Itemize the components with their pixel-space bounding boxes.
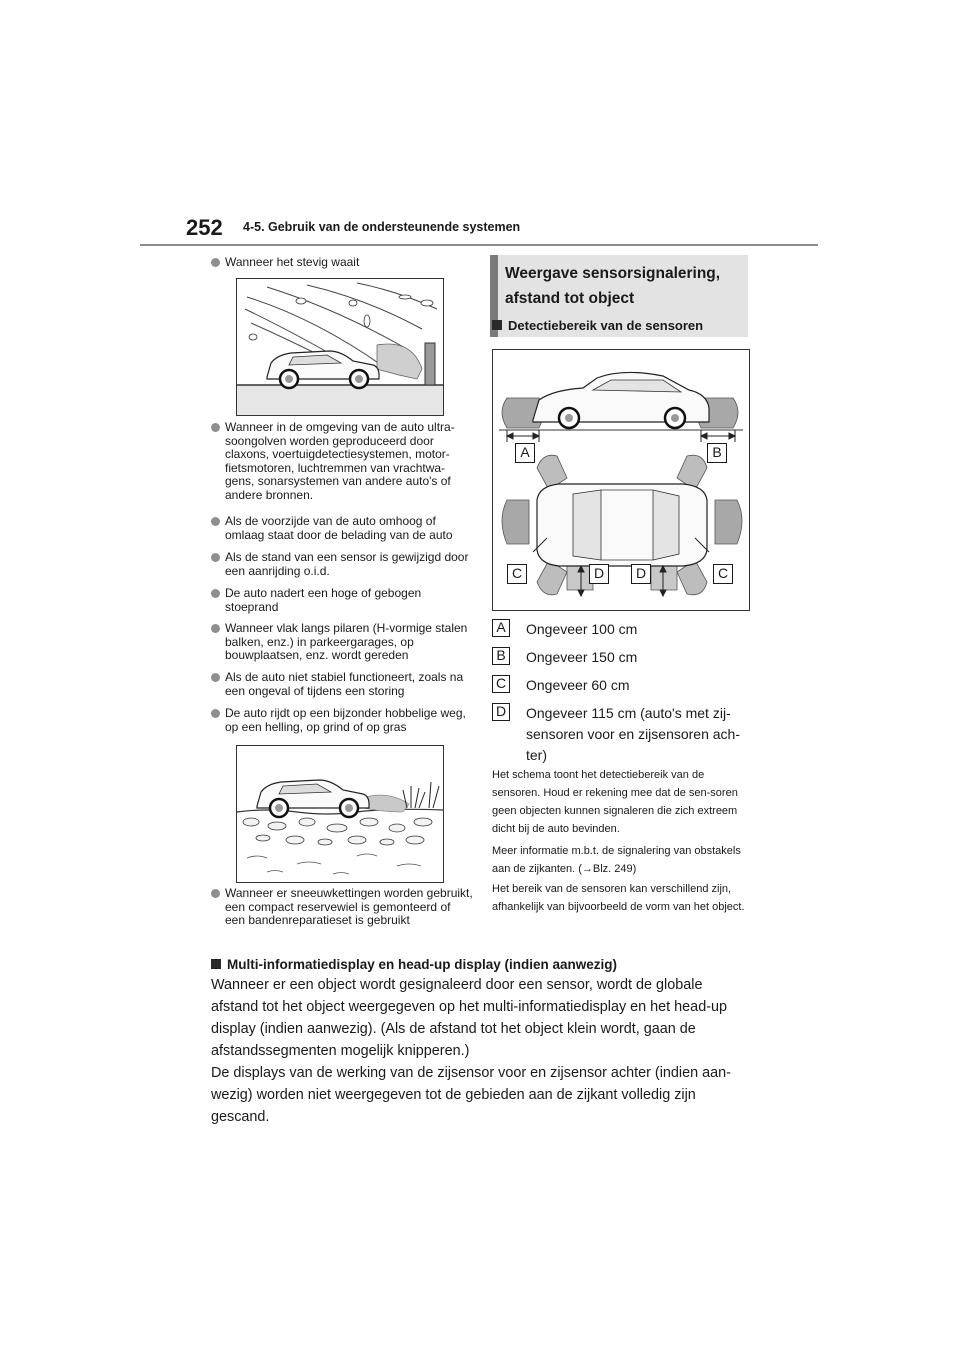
legend-letter: C bbox=[492, 675, 510, 693]
square-bullet-icon bbox=[211, 959, 221, 969]
bullet-item bbox=[211, 551, 473, 578]
note-paragraph: Meer informatie m.b.t. de signalering van obstakels aan de zijkanten. (→Blz. 249) bbox=[492, 845, 741, 875]
page-number: 252 bbox=[186, 215, 223, 240]
bullet-text: Als de auto niet stabiel functioneert, zoals na een ongeval of tijdens een storing bbox=[225, 670, 464, 698]
legend-item bbox=[492, 619, 752, 640]
bullet-text: De auto rijdt op een bijzonder hobbelige weg, op een helling, op grind of op gras bbox=[225, 706, 466, 734]
bullet-item bbox=[211, 671, 473, 698]
bullet-dot-icon bbox=[211, 889, 220, 898]
bullet-dot-icon bbox=[211, 589, 220, 598]
legend-item bbox=[492, 647, 752, 668]
bottom-subheading bbox=[211, 957, 617, 972]
legend-letter: A bbox=[492, 619, 510, 637]
bullet-text: Wanneer in de omgeving van de auto ultra-soongolven worden geproduceerd door claxons, voertuigdetectiesystemen, motor-fietsmotoren, luchtremmen van vrachtwa-gens, sonarsystemen van andere auto's of andere bronnen. bbox=[225, 420, 455, 502]
bullet-item bbox=[211, 887, 473, 928]
note-paragraph: Het bereik van de sensoren kan verschillend zijn, afhankelijk van bijvoorbeeld de vorm van het object. bbox=[492, 883, 745, 913]
bullet-text: Wanneer er sneeuwkettingen worden gebruikt, een compact reservewiel is gemonteerd of een bandenreparatieset is gebruikt bbox=[225, 886, 473, 928]
sensor-range-diagram bbox=[492, 349, 750, 611]
legend-letter: B bbox=[492, 647, 510, 665]
bullet-dot-icon bbox=[211, 258, 220, 267]
legend-item bbox=[492, 675, 752, 696]
wind-car-icon bbox=[237, 279, 443, 415]
legend-text: Ongeveer 100 cm bbox=[526, 621, 638, 637]
bullet-item bbox=[211, 515, 473, 542]
body-paragraph: De displays van de werking van de zijsensor voor en zijsensor achter (indien aan-wezig) worden niet weergegeven tot de gebieden aan de zijkant volledig zijn gescand. bbox=[211, 1065, 731, 1125]
legend-text: Ongeveer 60 cm bbox=[526, 677, 630, 693]
section-heading: Weergave sensorsignalering, afstand tot object bbox=[505, 265, 721, 307]
header-divider bbox=[140, 244, 818, 246]
diagram-label-c: C bbox=[507, 564, 527, 584]
legend-text: Ongeveer 115 cm (auto's met zij-sensoren voor en zijsensoren ach-ter) bbox=[526, 705, 741, 763]
diagram-label-d: D bbox=[589, 564, 609, 584]
subheading-text: Detectiebereik van de sensoren bbox=[508, 318, 704, 333]
diagram-label-d: D bbox=[631, 564, 651, 584]
bullet-text: Wanneer het stevig waait bbox=[225, 255, 360, 269]
bullet-item bbox=[211, 587, 473, 614]
body-paragraph: Wanneer er een object wordt gesignaleerd door een sensor, wordt de globale afstand tot het object weergegeven op het multi-informatiedisplay en het head-up display (indien aanwezig). (Als de afstand tot het object klein wordt, gaan de afstandssegmenten mogelijk knipperen.) bbox=[211, 977, 727, 1059]
bullet-item bbox=[211, 256, 473, 270]
diagram-label-b: B bbox=[707, 443, 727, 463]
bullet-dot-icon bbox=[211, 673, 220, 682]
bullet-dot-icon bbox=[211, 709, 220, 718]
legend-item bbox=[492, 703, 744, 766]
bullet-dot-icon bbox=[211, 624, 220, 633]
bumpy-road-car-icon bbox=[237, 746, 443, 882]
bullet-dot-icon bbox=[211, 423, 220, 432]
bumpy-road-illustration bbox=[236, 745, 444, 883]
diagram-label-c: C bbox=[713, 564, 733, 584]
subheading bbox=[492, 318, 703, 333]
bullet-text: De auto nadert een hoge of gebogen stoeprand bbox=[225, 586, 422, 614]
bullet-dot-icon bbox=[211, 553, 220, 562]
bullet-text: Wanneer vlak langs pilaren (H-vormige stalen balken, enz.) in parkeergarages, op bouwplaatsen, enz. wordt gereden bbox=[225, 621, 468, 663]
strong-wind-illustration bbox=[236, 278, 444, 416]
section-title: 4-5. Gebruik van de ondersteunende systemen bbox=[243, 220, 521, 234]
bullet-dot-icon bbox=[211, 517, 220, 526]
legend-letter: D bbox=[492, 703, 510, 721]
diagram-label-a: A bbox=[515, 443, 535, 463]
sensor-range-icon bbox=[493, 350, 749, 610]
bullet-item bbox=[211, 707, 473, 734]
bullet-text: Als de stand van een sensor is gewijzigd door een aanrijding o.i.d. bbox=[225, 550, 469, 578]
note-paragraph: Het schema toont het detectiebereik van de sensoren. Houd er rekening mee dat de sen-soren geen objecten kunnen signaleren die zich extreem dicht bij de auto bevinden. bbox=[492, 769, 738, 835]
square-bullet-icon bbox=[492, 320, 502, 330]
bullet-item bbox=[211, 622, 473, 663]
bullet-text: Als de voorzijde van de auto omhoog of omlaag staat door de belading van de auto bbox=[225, 514, 453, 542]
bottom-subheading-text: Multi-informatiedisplay en head-up display (indien aanwezig) bbox=[227, 957, 618, 972]
legend-text: Ongeveer 150 cm bbox=[526, 649, 638, 665]
bullet-item bbox=[211, 421, 473, 503]
